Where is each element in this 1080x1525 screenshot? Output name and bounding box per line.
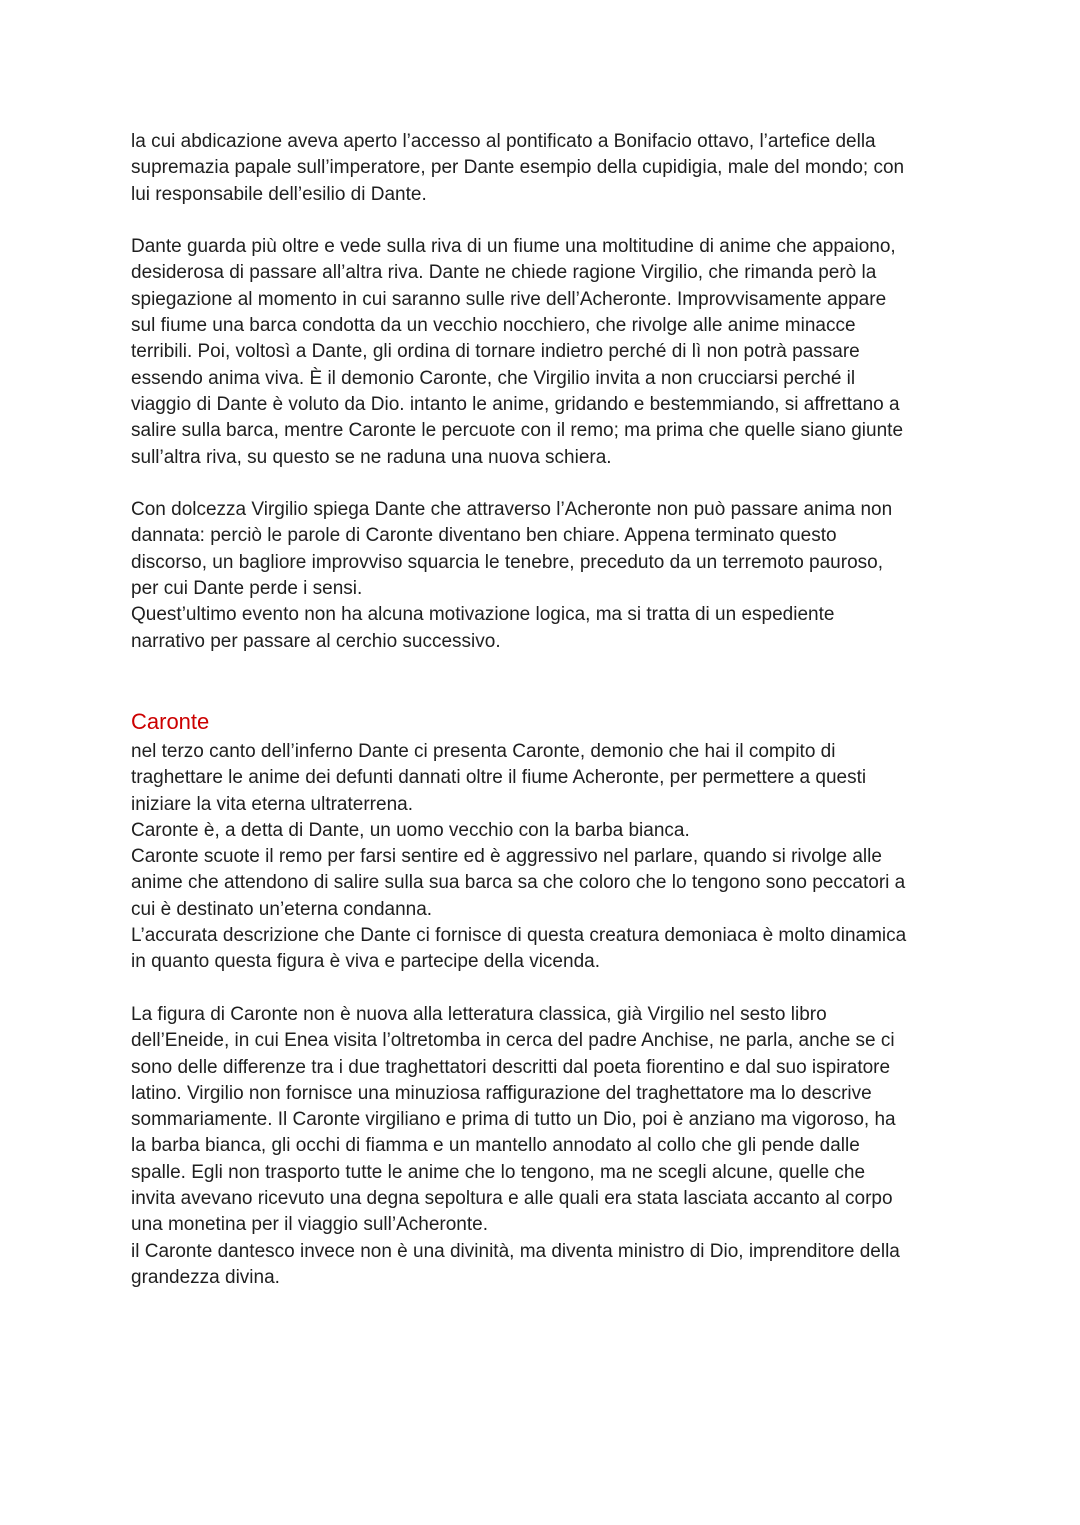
text-line: La figura di Caronte non è nuova alla letteratura classica, già Virgilio nel sesto libro <box>131 1003 827 1025</box>
text-line: discorso, un bagliore improvviso squarcia le tenebre, preceduto da un terremoto pauroso, <box>131 551 883 573</box>
text-line: invita avevano ricevuto una degna sepoltura e alle quali era stata lasciata accanto al corpo <box>131 1187 893 1209</box>
text-line: latino. Virgilio non fornisce una minuziosa raffigurazione del traghettatore ma lo descrive <box>131 1082 872 1104</box>
text-line: salire sulla barca, mentre Caronte le percuote con il remo; ma prima che quelle siano giunte <box>131 420 904 442</box>
text-line: spiegazione al momento in cui saranno sulle rive dell’Acheronte. Improvvisamente appare <box>131 288 887 310</box>
paragraph-gap <box>131 208 961 234</box>
text-line: sono delle differenze tra i due traghettatori descritti dal poeta fiorentino e dal suo ispiratore <box>131 1056 891 1078</box>
text-line: la cui abdicazione aveva aperto l’accesso al pontificato a Bonifacio ottavo, l’artefice della <box>131 131 876 152</box>
text-line: in quanto questa figura è viva e partecipe della vicenda. <box>131 951 600 973</box>
text-line: traghettare le anime dei defunti dannati oltre il fiume Acheronte, per permettere a questi <box>131 767 867 789</box>
text-line: L’accurata descrizione che Dante ci fornisce di questa creatura demoniaca è molto dinamica <box>131 925 907 947</box>
paragraph-2 <box>131 234 961 471</box>
text-line: dell’Eneide, in cui Enea visita l’oltretomba in cerca del padre Anchise, ne parla, anche se ci <box>131 1030 895 1052</box>
text-line: viaggio di Dante è voluto da Dio. intanto le anime, gridando e bestemmiando, si affrettano a <box>131 393 900 415</box>
text-line: supremazia papale sull’imperatore, per Dante esempio della cupidigia, male del mondo; con <box>131 157 905 179</box>
text-line: cui è destinato un’eterna condanna. <box>131 898 433 920</box>
paragraph-gap <box>131 471 961 497</box>
text-line: Quest’ultimo evento non ha alcuna motivazione logica, ma si tratta di un espediente <box>131 604 835 626</box>
text-line: desiderosa di passare all’altra riva. Dante ne chiede ragione Virgilio, che rimanda però la <box>131 262 877 284</box>
text-line: nel terzo canto dell’inferno Dante ci presenta Caronte, demonio che hai il compito di <box>131 740 836 762</box>
text-line: per cui Dante perde i sensi. <box>131 578 363 600</box>
text-line: spalle. Egli non trasporto tutte le anime che lo tengono, ma ne scegli alcune, quelle che <box>131 1161 866 1183</box>
text-line: una monetina per il viaggio sull’Acheronte. <box>131 1214 488 1236</box>
text-line: iniziare la vita eterna ultraterrena. <box>131 793 413 815</box>
paragraph-5 <box>131 1002 961 1291</box>
paragraph-3 <box>131 497 961 655</box>
paragraph-gap <box>131 976 961 1002</box>
section-gap <box>131 655 961 707</box>
text-line: grandezza divina. <box>131 1266 280 1288</box>
text-line: sull’altra riva, su questo se ne raduna una nuova schiera. <box>131 446 612 468</box>
paragraph-1 <box>131 129 961 208</box>
text-line: il Caronte dantesco invece non è una divinità, ma diventa ministro di Dio, imprenditore della <box>131 1240 900 1262</box>
text-line: anime che attendono di salire sulla sua barca sa che coloro che lo tengono sono peccatori a <box>131 872 906 894</box>
section-heading: Caronte <box>131 708 210 734</box>
text-line: Con dolcezza Virgilio spiega Dante che attraverso l’Acheronte non può passare anima non <box>131 499 893 521</box>
text-line: essendo anima viva. È il demonio Caronte, che Virgilio invita a non crucciarsi perché il <box>131 367 856 389</box>
text-line: terribili. Poi, voltosì a Dante, gli ordina di tornare indietro perché di lì non potrà passare <box>131 341 860 363</box>
text-line: dannata: perciò le parole di Caronte diventano ben chiare. Appena terminato questo <box>131 525 837 547</box>
text-line: lui responsabile dell’esilio di Dante. <box>131 183 427 205</box>
text-line: Caronte è, a detta di Dante, un uomo vecchio con la barba bianca. <box>131 819 690 841</box>
text-line: la barba bianca, gli occhi di fiamma e un mantello annodato al collo che gli pende dalle <box>131 1135 860 1157</box>
text-line: Caronte scuote il remo per farsi sentire ed è aggressivo nel parlare, quando si rivolge alle <box>131 846 882 868</box>
text-line: sommariamente. Il Caronte virgiliano e prima di tutto un Dio, poi è anziano ma vigoroso, ha <box>131 1109 896 1131</box>
text-line: Dante guarda più oltre e vede sulla riva di un fiume una moltitudine di anime che appaiono, <box>131 236 896 258</box>
text-line: sul fiume una barca condotta da un vecchio nocchiero, che rivolge alle anime minacce <box>131 315 856 337</box>
document-body <box>131 129 961 1291</box>
paragraph-4 <box>131 739 961 976</box>
text-line: narrativo per passare al cerchio successivo. <box>131 630 501 652</box>
